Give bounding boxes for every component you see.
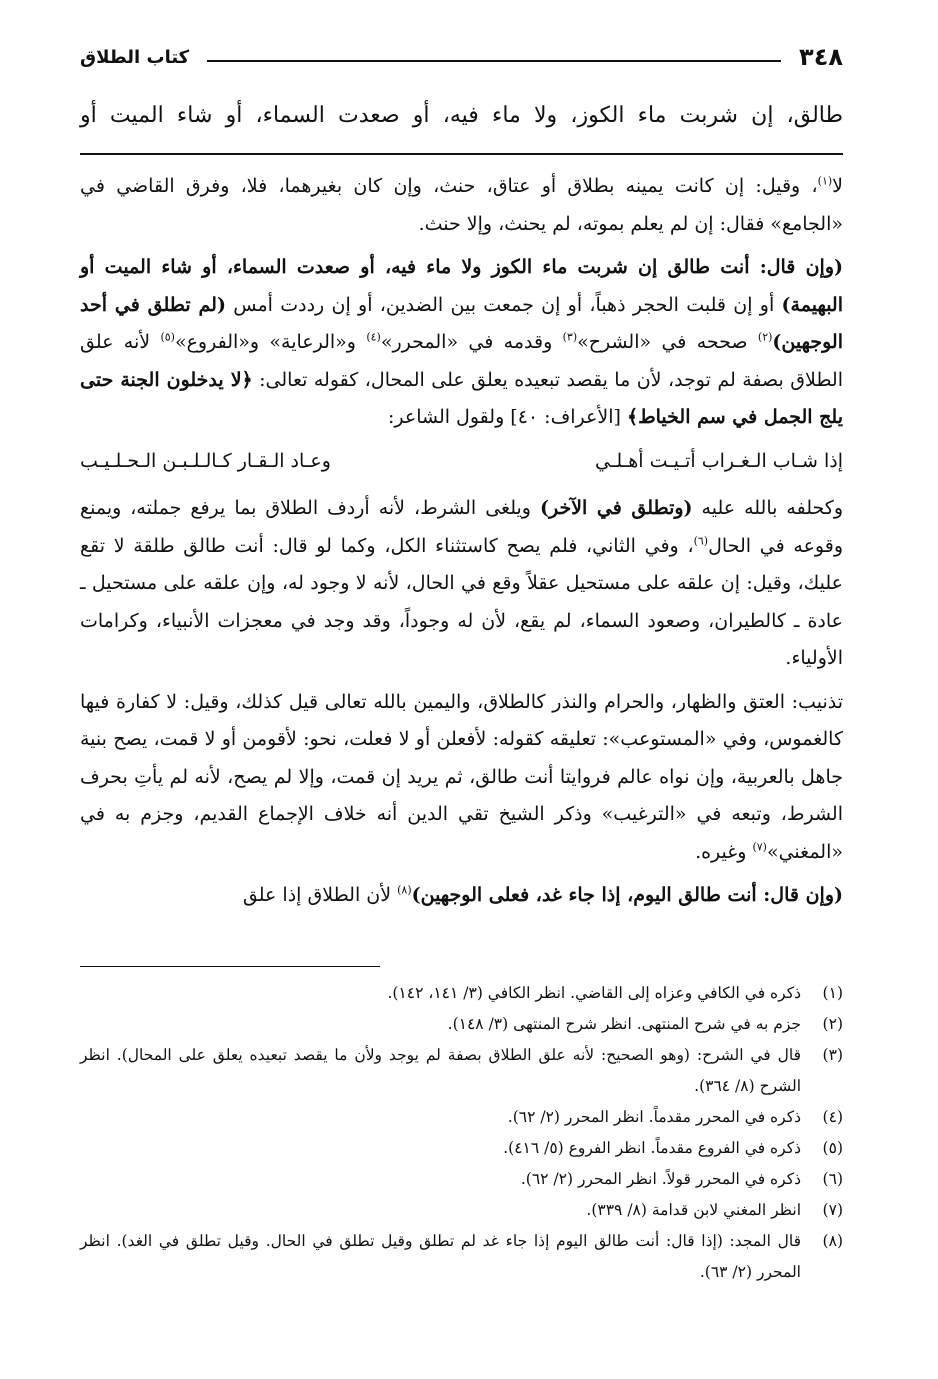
footnote-item (80, 1226, 843, 1288)
page-header (80, 40, 843, 74)
footnote-ref[interactable]: (٨) (397, 883, 412, 897)
text-run: [الأعراف: ٤٠] ولقول الشاعر: (387, 406, 627, 428)
matn-quote: (وتطلق في الآخر) (539, 497, 693, 519)
book-title: كتاب الطلاق (80, 46, 190, 68)
text-run: لا (832, 175, 843, 197)
matn-quote: (وإن قال: أنت طالق إن شربت ماء الكوز ولا ماء فيه، أو صعدت السماء، أو شاء الميت أو البهيمة) (80, 256, 843, 316)
paragraph-4 (80, 684, 843, 872)
footnote-number: (٨) (822, 1232, 843, 1250)
paragraph-3 (80, 490, 843, 678)
footnote-separator (80, 966, 380, 967)
footnote-number: (١) (822, 984, 843, 1002)
text-run: ، وقيل: إن كانت يمينه بطلاق أو عتاق، حنث، وإن كان بغيرهما، فلا، وفرق القاضي في «الجامع» فقال: إن لم يعلم بموته، لم يحنث، وإلا حنث. (80, 175, 843, 235)
footnote-number: (٣) (822, 1046, 843, 1064)
paragraph-5 (80, 877, 843, 915)
footnote-ref[interactable]: (٤) (366, 330, 381, 344)
verse-hemistich-first: إذا شـاب الـغـراب أتـيـت أهـلـي (594, 449, 843, 472)
matn-top-line: طالق، إن شربت ماء الكوز، ولا ماء فيه، أو صعدت السماء، أو شاء الميت أو (80, 103, 843, 128)
text-run: تذنيب: العتق والظهار، والحرام والنذر كالطلاق، واليمين بالله تعالى قيل كذلك، وقيل: لا كفارة فيها كالغموس، وفي «المستوعب»: تعليقه كقوله: لأفعلن أو لا فعلت، نحو: لأقومن أو لا قمت، يصح بنية جاهل بالعربية، وإن نواه عالم فروايتا أنت طالق، ثم يريد إن قمت، وإلا لم يصح، لأنه لم يأتِ بحرف الشرط، وتبعه في «الترغيب» وذكر الشيخ تقي الدين أنه خلاف الإجماع القديم، وجزم به في «المغني» (80, 690, 843, 863)
commentary-body (80, 168, 843, 921)
text-run: وقدمه في «المحرر» (380, 331, 563, 353)
footnote-ref[interactable]: (٢) (757, 330, 773, 344)
footnote-number: (٦) (822, 1170, 843, 1188)
text-run: لأنه علق الطلاق بصفة لم توجد، لأن ما يقصد تبعيده يعلق على المحال، كقوله تعالى: (80, 331, 843, 391)
footnote-number: (٥) (822, 1139, 843, 1157)
footnote-text: ذكره في المحرر مقدماً. انظر المحرر (٢/ ٦٢). (507, 1108, 801, 1126)
footnote-text: قال في الشرح: (وهو الصحيح: لأنه علق الطلاق بصفة لم يوجد ولأن ما يقصد تبعيده يعلق على المحال). انظر الشرح (٨/ ٣٦٤). (80, 1046, 801, 1095)
footnote-ref[interactable]: (١) (817, 174, 833, 188)
text-run: أو إن قلبت الحجر ذهباً، أو إن جمعت بين الضدين، أو إن رددت أمس (225, 293, 782, 316)
text-run: وغيره. (695, 840, 753, 863)
footnote-item (80, 1164, 843, 1195)
footnote-number: (٢) (822, 1015, 843, 1033)
text-run: ، وفي الثاني، فلم يصح كاستثناء الكل، وكما لو قال: أنت طالق طلقة لا تقع عليك، وقيل: إن علقه على مستحيل عقلاً وقع في الحال، لأنه لا وجود له، وإن علقه على مستحيل ـ عادة ـ كالطيران، وصعود السماء، لم يقع، لأن له وجوداً، وقد وجد في معجزات الأنبياء، وكرامات الأولياء. (80, 534, 843, 669)
footnote-item (80, 1195, 843, 1226)
matn-quote: (لم تطلق في أحد الوجهين) (80, 293, 843, 353)
footnote-text: قال المجد: (إذا قال: أنت طالق اليوم إذا جاء غد لم تطلق وقيل تطلق في الحال. وقيل تطلق في الغد). انظر المحرر (٢/ ٦٣). (80, 1232, 801, 1281)
poetry-verse (80, 443, 843, 481)
footnote-text: ذكره في المحرر قولاً. انظر المحرر (٢/ ٦٢). (520, 1170, 801, 1188)
footnotes (80, 978, 843, 1288)
footnote-text: ذكره في الفروع مقدماً. انظر الفروع (٥/ ٤١٦). (503, 1139, 801, 1157)
text-run: ويلغى الشرط، لأنه أردف الطلاق بما يرفع جملته، ويمنع وقوعه في الحال (80, 497, 843, 557)
footnote-text: انظر المغني لابن قدامة (٨/ ٣٣٩). (586, 1201, 801, 1219)
footnote-number: (٧) (822, 1201, 843, 1219)
footnote-item (80, 1040, 843, 1102)
footnote-ref[interactable]: (٦) (693, 534, 709, 548)
text-run: صححه في «الشرح» (577, 331, 758, 353)
text-run: لأن الطلاق إذا علق (242, 884, 398, 906)
footnote-ref[interactable]: (٥) (160, 330, 175, 344)
footnote-text: ذكره في الكافي وعزاه إلى القاضي. انظر الكافي (٣/ ١٤١، ١٤٢). (387, 984, 801, 1002)
matn-quote: (وإن قال: أنت طالق اليوم، إذا جاء غد، فعلى الوجهين) (411, 884, 843, 906)
text-run: وكحلفه بالله عليه (692, 497, 843, 519)
footnote-item (80, 1133, 843, 1164)
footnote-item (80, 978, 843, 1009)
quran-verse: ﴿لا يدخلون الجنة حتى يلج الجمل في سم الخياط﴾ (80, 368, 843, 428)
footnote-item (80, 1102, 843, 1133)
header-rule (207, 60, 781, 62)
paragraph-2 (80, 249, 843, 437)
text-run: و«الرعاية» و«الفروع» (174, 331, 367, 353)
paragraph-1 (80, 168, 843, 243)
matn-separator-rule (80, 153, 843, 155)
page-number: ٣٤٨ (799, 43, 843, 71)
footnote-ref[interactable]: (٧) (752, 840, 767, 854)
verse-hemistich-second: وعـاد الـقـار كـالـلـبـن الـحـلـيـب (80, 449, 331, 472)
footnote-number: (٤) (822, 1108, 843, 1126)
footnote-text: جزم به في شرح المنتهى. انظر شرح المنتهى (٣/ ١٤٨). (447, 1015, 801, 1033)
footnote-ref[interactable]: (٣) (562, 330, 578, 344)
footnote-item (80, 1009, 843, 1040)
